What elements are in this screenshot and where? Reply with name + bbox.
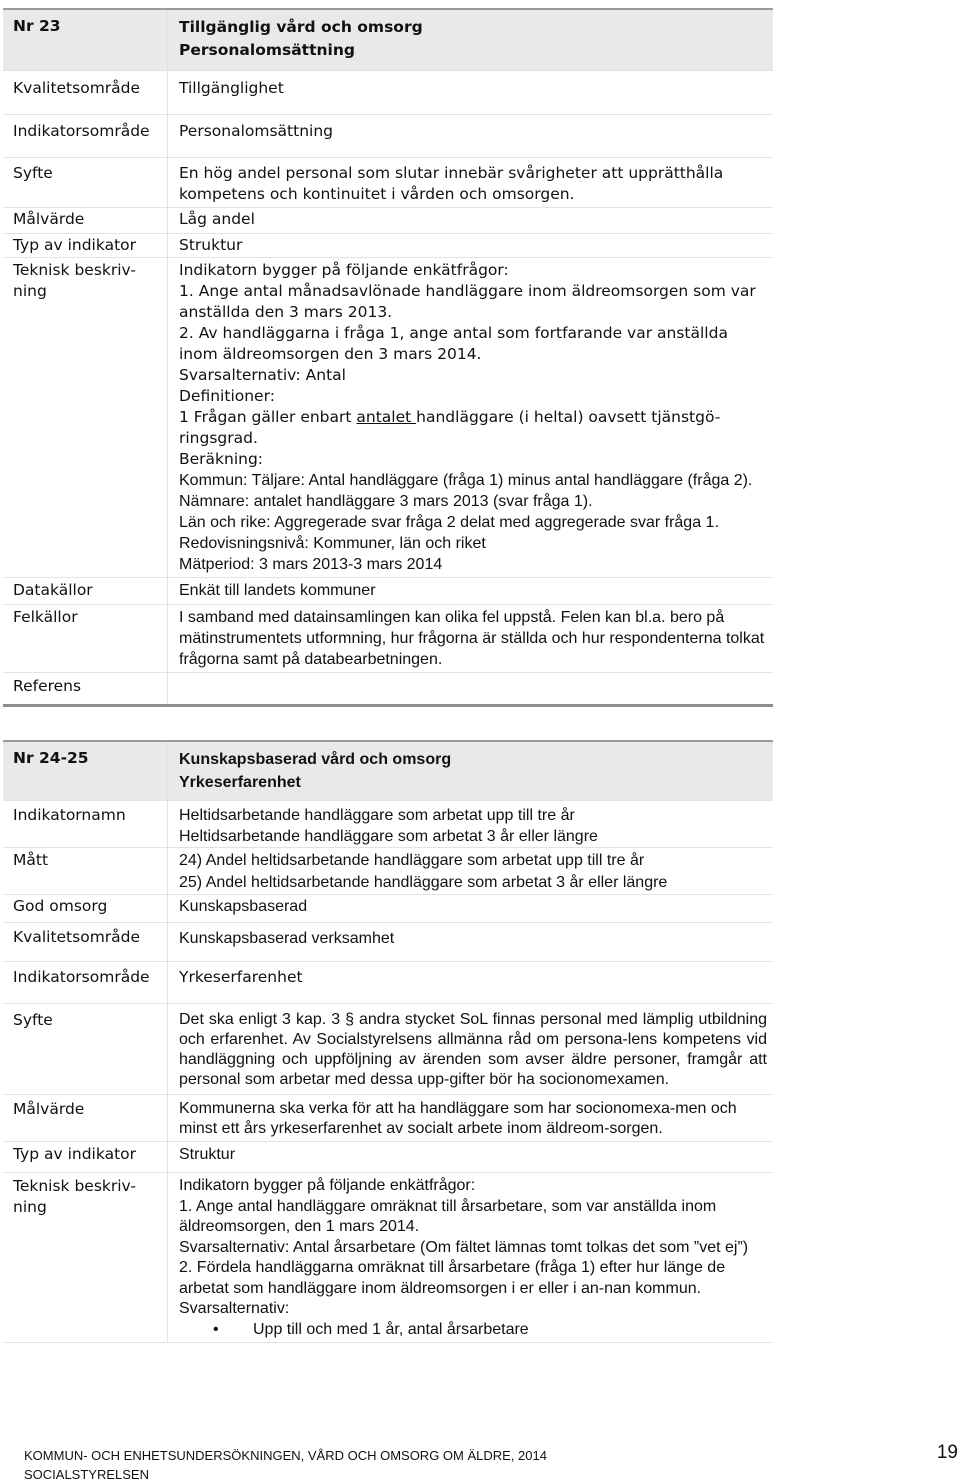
- row-matt: [3, 848, 773, 895]
- row-syfte: [3, 158, 773, 208]
- indicator-number: Nr 23: [3, 9, 168, 71]
- label-datakallor: Datakällor: [3, 578, 168, 605]
- row-malvarde: [3, 1095, 773, 1142]
- bullet-dot-icon: •: [213, 1320, 219, 1338]
- label-referens: Referens: [3, 673, 168, 706]
- value-kvalitetsomrade: Kunskapsbaserad verksamhet: [168, 923, 774, 962]
- label-felkallor: Felkällor: [3, 605, 168, 673]
- label-malvarde: Målvärde: [3, 208, 168, 234]
- label-teknisk-line-1: Teknisk beskriv-: [13, 261, 136, 279]
- tech-matperiod: Mätperiod: 3 mars 2013-3 mars 2014: [179, 556, 443, 573]
- value-felkallor: I samband med datainsamlingen kan olika fel uppstå. Felen kan bl.a. bero på mätinstrumentets utformning, hur frågorna är ställda och hur respondenterna tolkat frågorna samt på databearbetningen.: [168, 605, 774, 673]
- value-referens: [168, 673, 774, 706]
- label-teknisk-line-2: ning: [13, 1198, 47, 1216]
- indicator-number: Nr 24-25: [3, 741, 168, 801]
- label-teknisk-beskrivning: [3, 258, 168, 578]
- definition-text-a: 1 Frågan gäller enbart: [179, 408, 357, 426]
- tech-question-2: 2. Av handläggarna i fråga 1, ange antal som fortfarande var anställda inom äldreomsorgen den 3 mars 2014.: [179, 324, 728, 363]
- label-teknisk-line-1: Teknisk beskriv-: [13, 1177, 136, 1195]
- value-indikatornamn: [168, 801, 774, 848]
- tech-redovisningsniva: Redovisningsnivå: Kommuner, län och riket: [179, 535, 486, 552]
- measure-25: 25) Andel heltidsarbetande handläggare som arbetat 3 år eller längre: [179, 874, 668, 891]
- value-kvalitetsomrade: Tillgänglighet: [168, 71, 774, 115]
- row-typ-av-indikator: [3, 1142, 773, 1173]
- title-line-2: Yrkeserfarenhet: [179, 774, 301, 791]
- row-referens: [3, 673, 773, 706]
- value-malvarde: Kommunerna ska verka för att ha handläggare som har socionomexa-men och minst ett års yrkeserfarenhet av socialt arbete inom äldreom-sorgen.: [168, 1095, 774, 1142]
- label-typ-av-indikator: Typ av indikator: [3, 234, 168, 258]
- indicator-title: [168, 741, 774, 801]
- value-matt: [168, 848, 774, 895]
- tech-intro: Indikatorn bygger på följande enkätfrågor:: [179, 261, 509, 279]
- tech-question-2: 2. Fördela handläggarna omräknat till årsarbetare (fråga 1) efter hur länge de arbetat som handläggare inom äldreomsorgen i er eller i an-nan kommun.: [179, 1259, 726, 1297]
- row-malvarde: [3, 208, 773, 234]
- row-indikatornamn: [3, 801, 773, 848]
- tech-kommun: Kommun: Täljare: Antal handläggare (fråga 1) minus antal handläggare (fråga 2). Nämnare: antalet handläggare 3 mars 2013 (svar fråga 1).: [179, 472, 753, 510]
- tech-definition-1: [179, 407, 767, 449]
- indicator-table-23: [3, 8, 773, 707]
- label-syfte: Syfte: [3, 1004, 168, 1095]
- row-indikatorsomrade: [3, 962, 773, 1004]
- value-teknisk-beskrivning: [168, 1173, 774, 1343]
- title-line-2: Personalomsättning: [179, 41, 355, 59]
- value-syfte: En hög andel personal som slutar innebär svårigheter att upprätthålla kompetens och kontinuitet i vården och omsorgen.: [168, 158, 774, 208]
- label-kvalitetsomrade: Kvalitetsområde: [3, 71, 168, 115]
- tech-intro: Indikatorn bygger på följande enkätfrågor:: [179, 1177, 476, 1194]
- value-malvarde: Låg andel: [168, 208, 774, 234]
- tech-lan-och-rike: Län och rike: Aggregerade svar fråga 2 delat med aggregerade svar fråga 1.: [179, 514, 719, 531]
- indicator-table-24-25: [3, 740, 773, 1343]
- indicator-name-1: Heltidsarbetande handläggare som arbetat upp till tre år: [179, 807, 575, 824]
- label-teknisk-beskrivning: [3, 1173, 168, 1343]
- label-typ-av-indikator: Typ av indikator: [3, 1142, 168, 1173]
- tech-question-1: 1. Ange antal månadsavlönade handläggare inom äldreomsorgen som var anställda den 3 mars 2013.: [179, 282, 756, 321]
- indicator-title: [168, 9, 774, 71]
- value-teknisk-beskrivning: [168, 258, 774, 578]
- value-indikatorsomrade: Personalomsättning: [168, 115, 774, 158]
- value-indikatorsomrade: Yrkeserfarenhet: [168, 962, 774, 1004]
- tech-svarsalternativ: Svarsalternativ: Antal: [179, 366, 346, 384]
- footer-publisher: SOCIALSTYRELSEN: [24, 1467, 149, 1482]
- value-god-omsorg: Kunskapsbaserad: [168, 895, 774, 923]
- row-teknisk-beskrivning: [3, 1173, 773, 1343]
- label-syfte: Syfte: [3, 158, 168, 208]
- label-indikatornamn: Indikatornamn: [3, 801, 168, 848]
- bullet-text: Upp till och med 1 år, antal årsarbetare: [253, 1320, 529, 1338]
- label-god-omsorg: God omsorg: [3, 895, 168, 923]
- bullet-item: [179, 1320, 767, 1341]
- row-god-omsorg: [3, 895, 773, 923]
- label-indikatorsomrade: Indikatorsområde: [3, 962, 168, 1004]
- row-kvalitetsomrade: [3, 923, 773, 962]
- value-typ-av-indikator: Struktur: [168, 1142, 774, 1173]
- table-header-row: [3, 9, 773, 71]
- title-line-1: Tillgänglig vård och omsorg: [179, 18, 423, 36]
- table-header-row: [3, 741, 773, 801]
- row-syfte: [3, 1004, 773, 1095]
- tech-question-1: 1. Ange antal handläggare omräknat till årsarbetare, som var anställda inom äldreomsorgen, den 1 mars 2014.: [179, 1197, 717, 1235]
- tech-svarsalternativ-2: Svarsalternativ:: [179, 1300, 290, 1317]
- label-matt: Mått: [3, 848, 168, 895]
- row-typ-av-indikator: [3, 234, 773, 258]
- indicator-name-2: Heltidsarbetande handläggare som arbetat 3 år eller längre: [179, 828, 598, 845]
- tech-definitioner: Definitioner:: [179, 387, 275, 405]
- label-teknisk-line-2: ning: [13, 282, 47, 300]
- label-indikatorsomrade: Indikatorsområde: [3, 115, 168, 158]
- label-malvarde: Målvärde: [3, 1095, 168, 1142]
- row-datakallor: [3, 578, 773, 605]
- label-kvalitetsomrade: Kvalitetsområde: [3, 923, 168, 962]
- row-kvalitetsomrade: [3, 71, 773, 115]
- row-teknisk-beskrivning: [3, 258, 773, 578]
- tech-berakning: Beräkning:: [179, 450, 264, 468]
- title-line-1: Kunskapsbaserad vård och omsorg: [179, 751, 452, 768]
- tech-svarsalternativ-1: Svarsalternativ: Antal årsarbetare (Om fältet lämnas tomt tolkas det som ”vet ej”): [179, 1238, 749, 1256]
- definition-text-b: handläggare (i heltal) oavsett tjänstgö-ringsgrad.: [179, 408, 721, 447]
- row-indikatorsomrade: [3, 115, 773, 158]
- page-number: 19: [936, 1442, 958, 1463]
- definition-underlined: antalet: [356, 408, 417, 426]
- footer-publication: KOMMUN- OCH ENHETSUNDERSÖKNINGEN, VÅRD OCH OMSORG OM ÄLDRE, 2014: [24, 1448, 547, 1463]
- measure-24: 24) Andel heltidsarbetande handläggare som arbetat upp till tre år: [179, 852, 645, 869]
- value-datakallor: Enkät till landets kommuner: [168, 578, 774, 605]
- value-typ-av-indikator: Struktur: [168, 234, 774, 258]
- page-footer: [24, 1446, 547, 1484]
- row-felkallor: [3, 605, 773, 673]
- value-syfte: Det ska enligt 3 kap. 3 § andra stycket SoL finnas personal med lämplig utbildning och erfarenhet. Av Socialstyrelsens allmänna råd om persona-lens kompetens vid handläggning och uppföljning av ärenden som avser äldre personer, framgår att personal som arbetar med dessa upp-gifter bör ha socionomexamen.: [168, 1004, 774, 1095]
